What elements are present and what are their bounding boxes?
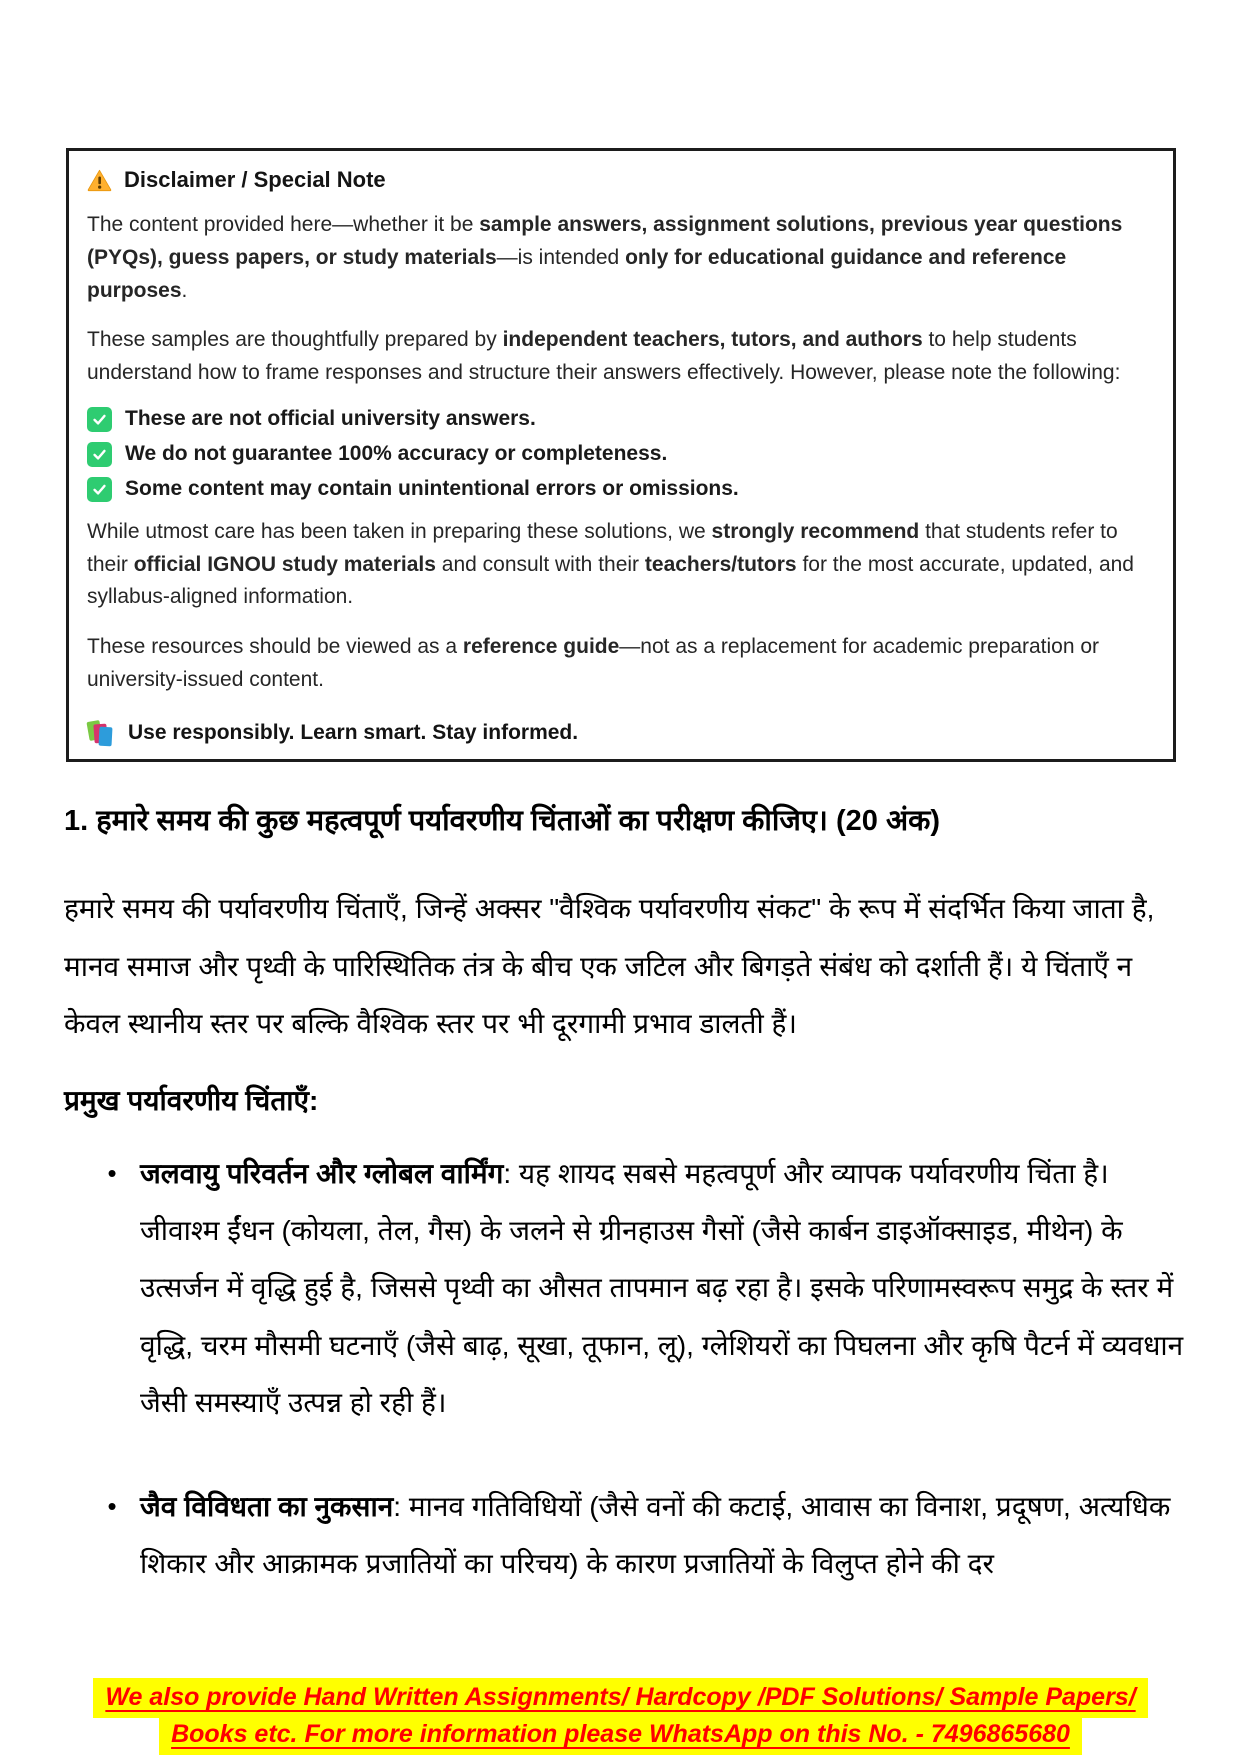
bullet-lead: जैव विविधता का नुकसान — [140, 1490, 394, 1522]
checklist-item — [87, 407, 1153, 432]
disclaimer-box — [66, 148, 1176, 762]
check-icon — [87, 407, 112, 432]
question-heading: 1. हमारे समय की कुछ महत्वपूर्ण पर्यावरणीय चिंताओं का परीक्षण कीजिए। (20 अंक) — [64, 805, 941, 837]
bullet-icon: • — [107, 1490, 117, 1521]
checklist-item — [87, 477, 1153, 502]
disclaimer-paragraph-1: The content provided here—whether it be sample answers, assignment solutions, previous year questions (PYQs), guess papers, or study materials—is intended only for educational guidance and reference purposes. — [87, 213, 1123, 302]
question-intro-paragraph: हमारे समय की पर्यावरणीय चिंताएँ, जिन्हें अक्सर "वैश्विक पर्यावरणीय संकट" के रूप में संदर्भित किया जाता है, मानव समाज और पृथ्वी के पारिस्थितिक तंत्र के बीच एक जटिल और बिगड़ते संबंध को दर्शाती हैं। ये चिंताएँ न केवल स्थानीय स्तर पर बल्कि वैश्विक स्तर पर भी दूरगामी प्रभाव डालती हैं। — [64, 893, 1155, 1040]
disclaimer-title: Disclaimer / Special Note — [124, 167, 386, 192]
bullet-body: : यह शायद सबसे महत्वपूर्ण और व्यापक पर्यावरणीय चिंता है। जीवाश्म ईंधन (कोयला, तेल, गैस) के जलने से ग्रीनहाउस गैसों (जैसे कार्बन डाइऑक्साइड, मीथेन) के उत्सर्जन में वृद्धि हुई है, जिससे पृथ्वी का औसत तापमान बढ़ रहा है। इसके परिणामस्वरूप समुद्र के स्तर में वृद्धि, चरम मौसमी घटनाएँ (जैसे बाढ़, सूखा, तूफान, लू), ग्लेशियरों का पिघलना और कृषि पैटर्न में व्यवधान जैसी समस्याएँ उत्पन्न हो रही हैं। — [140, 1157, 1184, 1419]
checklist-item-label: These are not official university answers. — [125, 407, 536, 431]
checklist-item-label: We do not guarantee 100% accuracy or completeness. — [125, 442, 668, 466]
disclaimer-checklist — [87, 407, 1153, 502]
warning-icon — [87, 168, 112, 193]
promo-footer-text: We also provide Hand Written Assignments/ Hardcopy /PDF Solutions/ Sample Papers/ — [93, 1678, 1147, 1718]
checklist-item-label: Some content may contain unintentional errors or omissions. — [125, 477, 739, 501]
bullet-icon: • — [107, 1157, 117, 1188]
bullet-lead: जलवायु परिवर्तन और ग्लोबल वार्मिंग — [140, 1157, 504, 1189]
promo-footer — [0, 1679, 1241, 1753]
question-subheading: प्रमुख पर्यावरणीय चिंताएँ: — [64, 1084, 319, 1116]
question-block — [64, 798, 1186, 1638]
concerns-bullet-list — [64, 1145, 1186, 1593]
bullet-text — [140, 1478, 1186, 1593]
disclaimer-title-row — [87, 167, 1153, 193]
promo-footer-text: Books etc. For more information please WhatsApp on this No. - 7496865680 — [159, 1715, 1082, 1755]
checklist-item — [87, 442, 1153, 467]
promo-footer-line — [0, 1716, 1241, 1752]
check-icon — [87, 477, 112, 502]
books-icon — [87, 719, 115, 747]
bullet-text — [140, 1145, 1186, 1432]
check-icon — [87, 442, 112, 467]
promo-footer-line — [0, 1679, 1241, 1715]
disclaimer-paragraph-3: While utmost care has been taken in preparing these solutions, we strongly recommend that students refer to their official IGNOU study materials and consult with their teachers/tutors for the most accurate, updated, and syllabus-aligned information. — [87, 519, 1134, 609]
disclaimer-paragraph-2: These samples are thoughtfully prepared by independent teachers, tutors, and authors to help students understand how to frame responses and structure their answers effectively. However, please note the following: — [87, 328, 1121, 384]
list-item — [64, 1478, 1186, 1593]
disclaimer-closing-text: Use responsibly. Learn smart. Stay informed. — [128, 720, 579, 744]
list-item — [64, 1145, 1186, 1432]
disclaimer-paragraph-4: These resources should be viewed as a reference guide—not as a replacement for academic preparation or university-issued content. — [87, 635, 1100, 691]
disclaimer-closing-row — [87, 719, 1153, 747]
bullet-body: : मानव गतिविधियों (जैसे वनों की कटाई, आवास का विनाश, प्रदूषण, अत्यधिक शिकार और आक्रामक प्रजातियों का परिचय) के कारण प्रजातियों के विलुप्त होने की दर — [140, 1490, 1171, 1579]
